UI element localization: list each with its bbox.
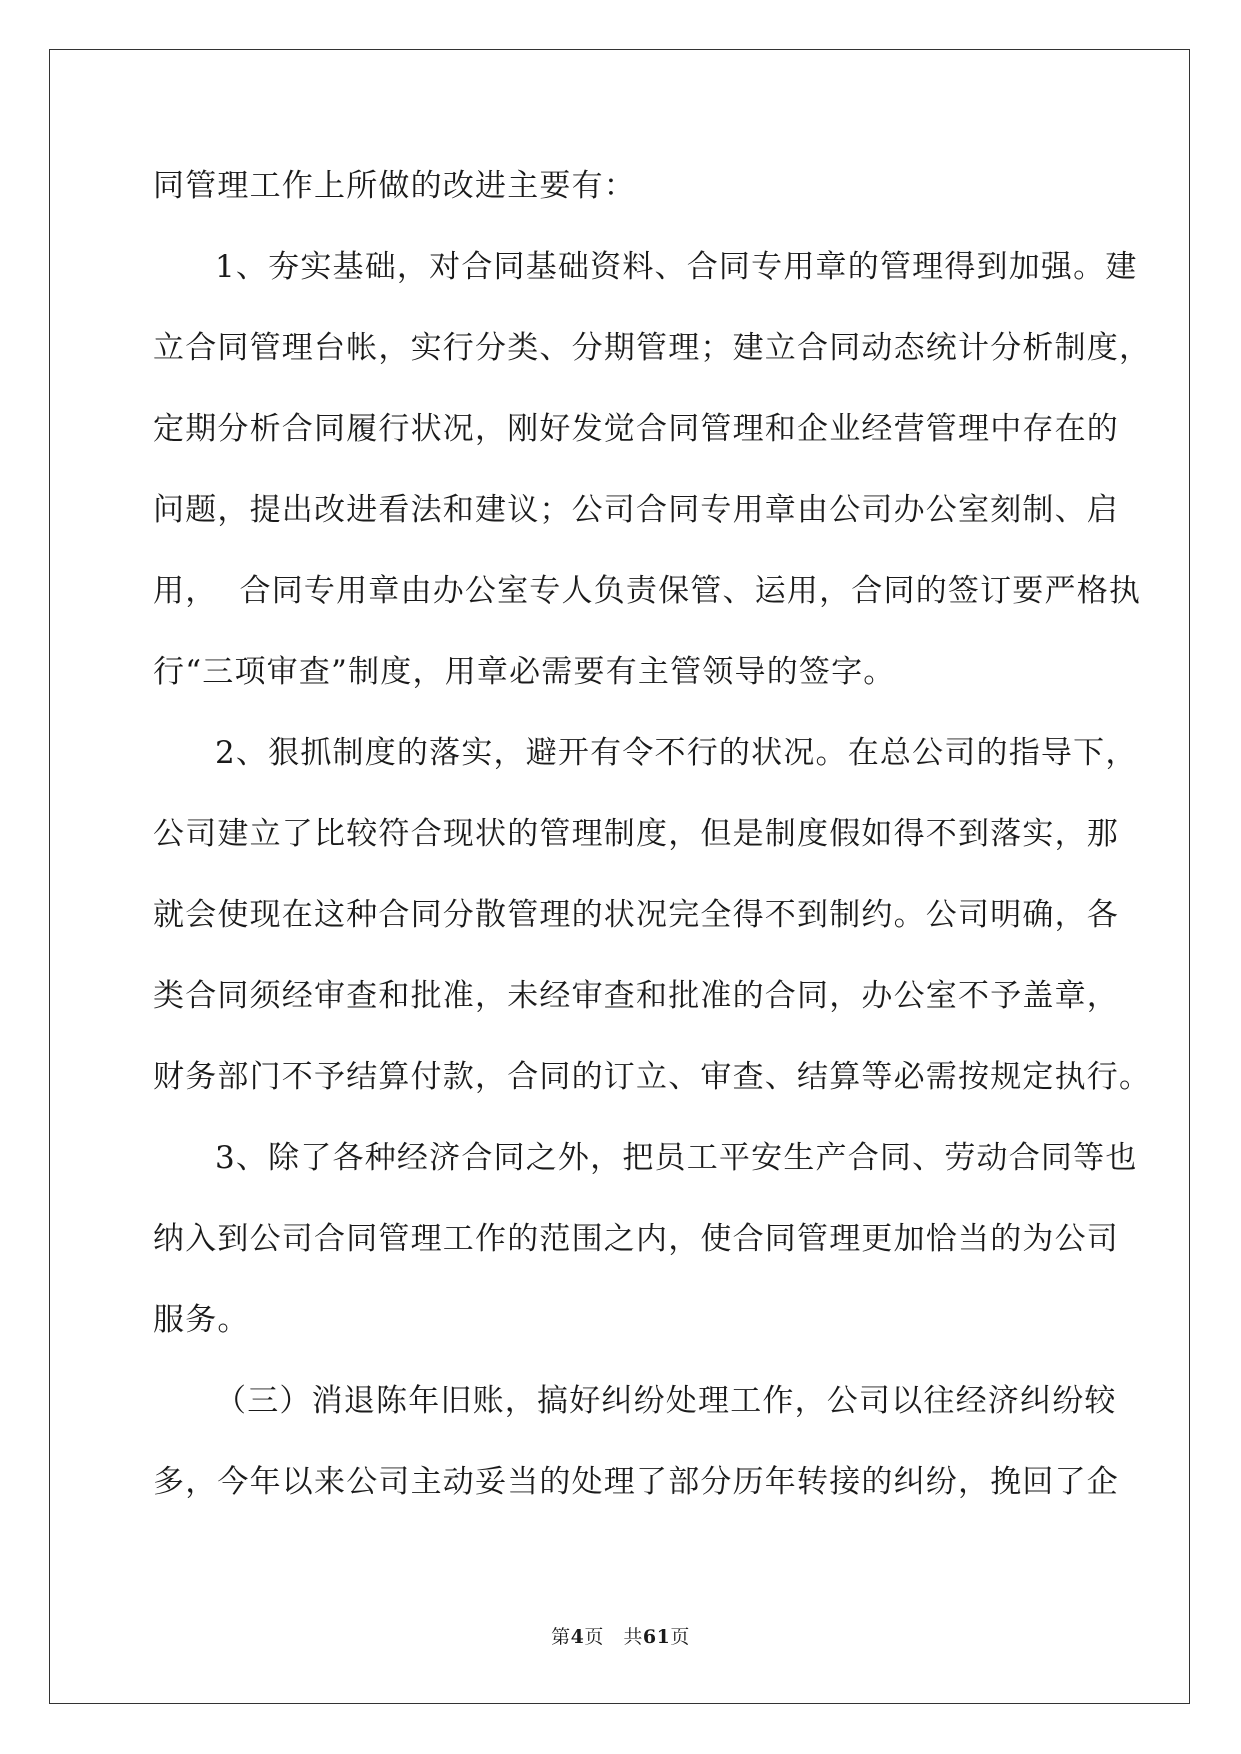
text-line: 纳入到公司合同管理工作的范围之内，使合同管理更加恰当的为公司 — [153, 1221, 1119, 1257]
text-line: 类合同须经审查和批准，未经审查和批准的合同，办公室不予盖章， — [153, 978, 1119, 1014]
paragraph-start-line: 3、除了各种经济合同之外，把员工平安生产合同、劳动合同等也 — [215, 1140, 1138, 1176]
text-line: 多，今年以来公司主动妥当的处理了部分历年转接的纠纷，挽回了企 — [153, 1464, 1119, 1500]
total-page-number: 61 — [642, 1626, 671, 1648]
text-line: 立合同管理台帐，实行分类、分期管理；建立合同动态统计分析制度， — [153, 330, 1152, 366]
text-line: 行“三项审查”制度，用章必需要有主管领导的签字。 — [153, 654, 896, 690]
footer-suffix: 页 — [670, 1626, 690, 1648]
text-line: 就会使现在这种合同分散管理的状况完全得不到制约。公司明确，各 — [153, 897, 1119, 933]
paragraph-start-line: 2、狠抓制度的落实，避开有令不行的状况。在总公司的指导下， — [215, 735, 1138, 771]
paragraph-start-line: （三）消退陈年旧账，搞好纠纷处理工作，公司以往经济纠纷较 — [215, 1383, 1117, 1419]
text-line: 同管理工作上所做的改进主要有： — [153, 168, 636, 204]
footer-prefix: 第 — [551, 1626, 571, 1648]
paragraph-start-line: 1、夯实基础，对合同基础资料、合同专用章的管理得到加强。建 — [215, 249, 1138, 285]
page-number-footer — [0, 1622, 1241, 1649]
text-line: 公司建立了比较符合现状的管理制度，但是制度假如得不到落实，那 — [153, 816, 1119, 852]
current-page-number: 4 — [570, 1626, 585, 1648]
text-line: 服务。 — [153, 1302, 250, 1338]
text-line: 定期分析合同履行状况，刚好发觉合同管理和企业经营管理中存在的 — [153, 411, 1119, 447]
document-body — [153, 146, 1152, 1523]
text-line: 用， 合同专用章由办公室专人负责保管、运用，合同的签订要严格执 — [153, 573, 1142, 609]
text-line: 问题，提出改进看法和建议；公司合同专用章由公司办公室刻制、启 — [153, 492, 1119, 528]
text-line: 财务部门不予结算付款，合同的订立、审查、结算等必需按规定执行。 — [153, 1059, 1152, 1095]
footer-middle: 页 共 — [584, 1626, 643, 1648]
